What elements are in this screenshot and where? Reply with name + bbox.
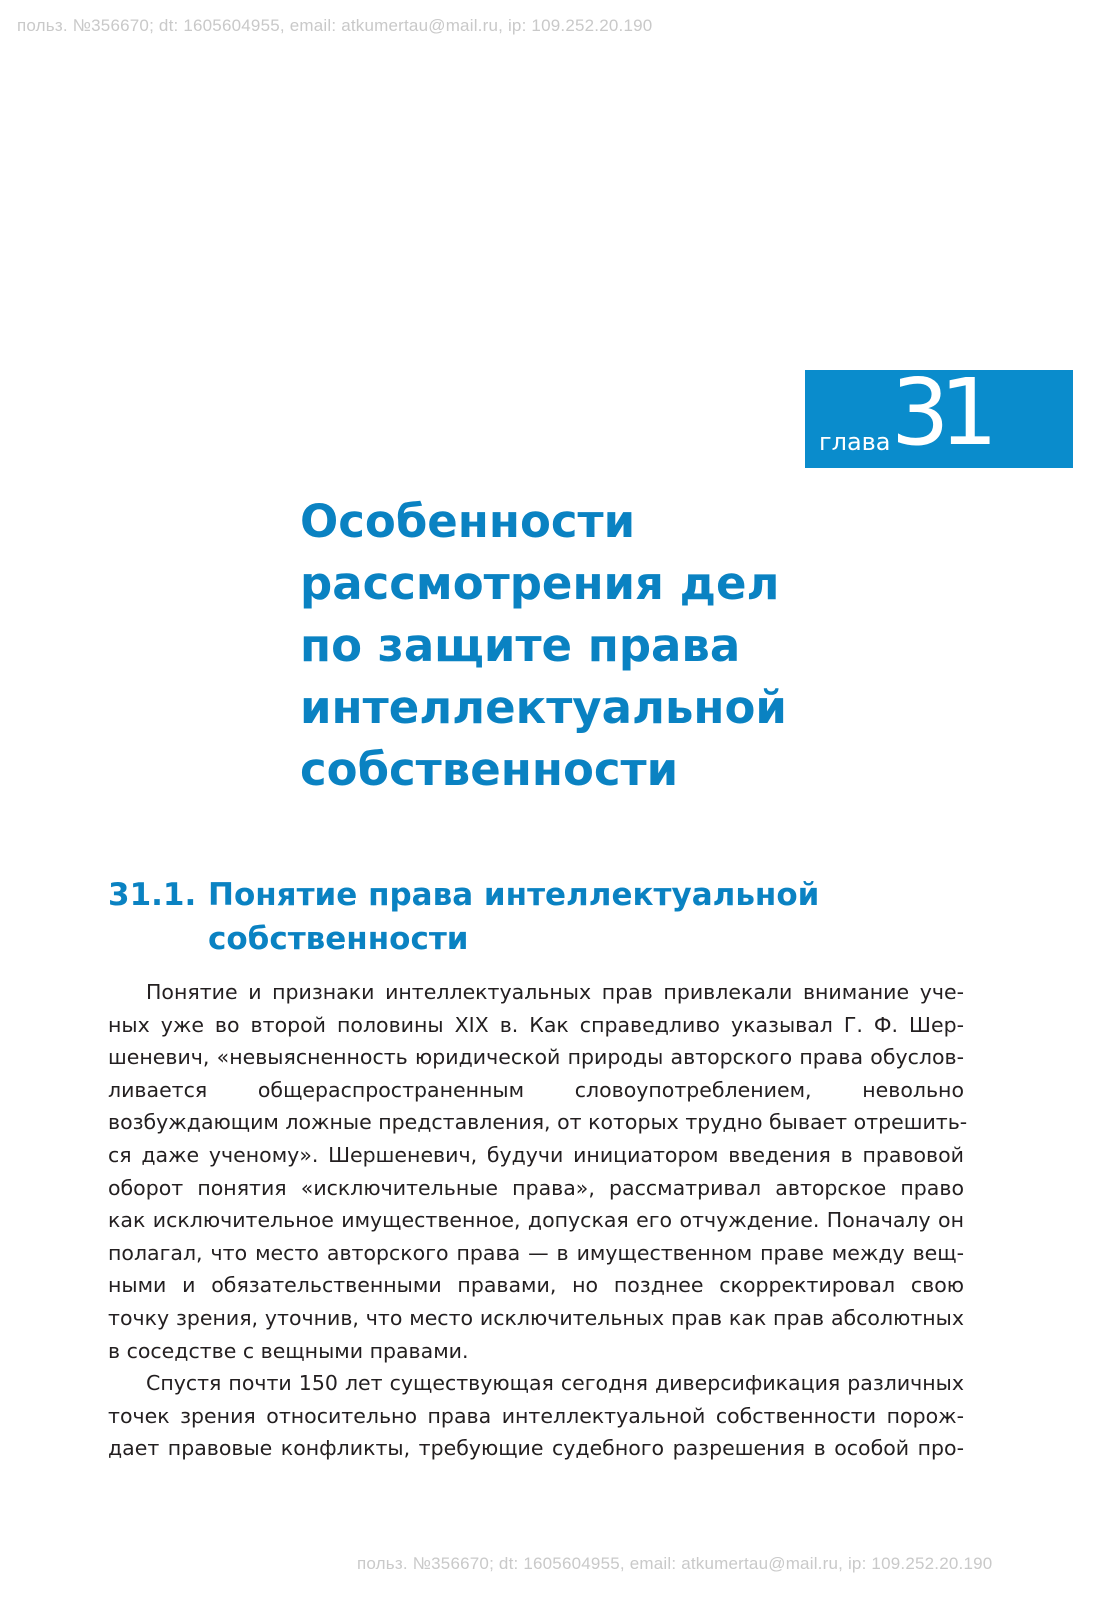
chapter-word: глава [819, 428, 891, 456]
paragraph-line: дает правовые конфликты, требующие судебного разрешения в особой про- [108, 1436, 964, 1461]
paragraph-line: ся даже ученому». Шершеневич, будучи инициатором введения в правовой [108, 1142, 964, 1167]
chapter-title-line: интеллектуальной [300, 681, 787, 734]
section-title-line: собственности [208, 921, 469, 957]
chapter-title [300, 491, 820, 801]
paragraph-line: полагал, что место авторского права — в имущественном праве между вещ- [108, 1240, 964, 1265]
paragraph-line: оборот понятия «исключительные права», рассматривал авторское право [108, 1175, 964, 1200]
paragraph-line: точек зрения относительно права интеллектуальной собственности порож- [108, 1403, 964, 1428]
paragraph-line: в соседстве с вещными правами. [108, 1338, 469, 1363]
paragraph-line: точку зрения, уточнив, что место исключительных прав как прав абсолютных [108, 1305, 964, 1330]
section-title-line: Понятие права интеллектуальной [208, 877, 820, 913]
paragraph-2 [108, 1367, 964, 1465]
paragraph-line: Понятие и признаки интеллектуальных прав привлекали внимание уче- [146, 980, 964, 1004]
paragraph-line: Спустя почти 150 лет существующая сегодня диверсификация различных [146, 1371, 964, 1395]
paragraph-line: ливается общераспространенным словоупотреблением, невольно [108, 1077, 964, 1102]
chapter-title-line: Особенности [300, 495, 636, 548]
paragraph-line: ными и обязательственными правами, но позднее скорректировал свою [108, 1273, 964, 1298]
chapter-title-line: по защите права [300, 619, 741, 672]
chapter-title-line: собственности [300, 743, 679, 796]
section-number: 31.1. [108, 877, 197, 913]
paragraph-line: возбуждающим ложные представления, от которых трудно бывает отрешить- [108, 1110, 968, 1135]
chapter-number: 31 [891, 359, 989, 466]
paragraph-line: как исключительное имущественное, допуская его отчуждение. Поначалу он [108, 1208, 964, 1233]
watermark-bottom: польз. №356670; dt: 1605604955, email: atkumertau@mail.ru, ip: 109.252.20.190 [357, 1554, 993, 1573]
paragraph-line: ных уже во второй половины XIX в. Как справедливо указывал Г. Ф. Шер- [108, 1012, 964, 1037]
paragraph-1 [108, 976, 968, 1367]
paragraph-line: шеневич, «невыясненность юридической природы авторского права обуслов- [108, 1045, 964, 1070]
watermark-top: польз. №356670; dt: 1605604955, email: atkumertau@mail.ru, ip: 109.252.20.190 [17, 16, 653, 35]
chapter-title-line: рассмотрения дел [300, 557, 780, 610]
chapter-badge [805, 359, 1073, 468]
